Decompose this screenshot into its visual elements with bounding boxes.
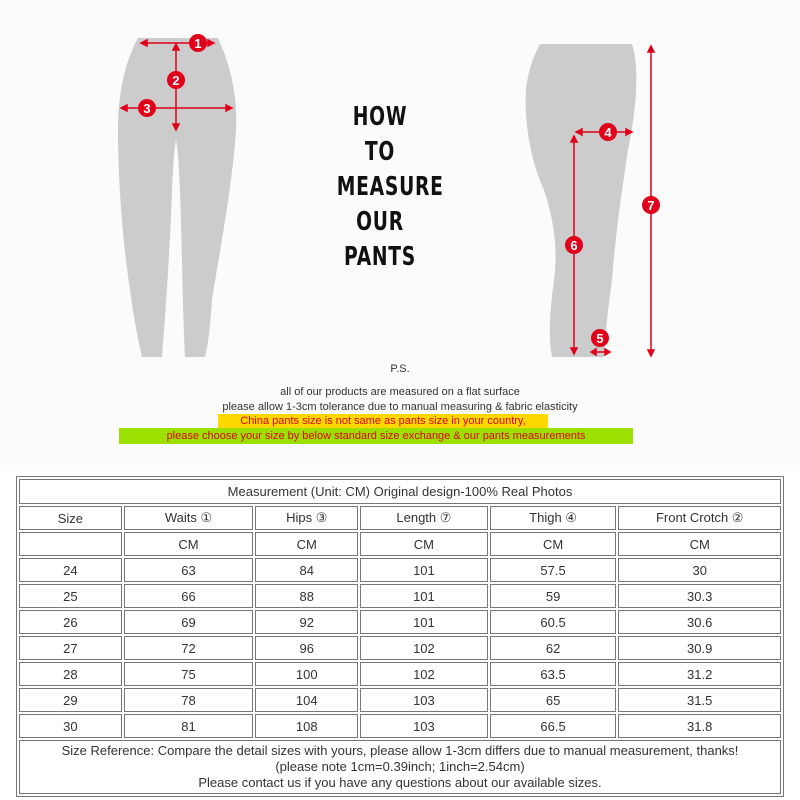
- table-cell: 29: [19, 688, 122, 712]
- table-cell: 25: [19, 584, 122, 608]
- table-cell: 100: [255, 662, 358, 686]
- unit-cell: [19, 532, 122, 556]
- table-title: Measurement (Unit: CM) Original design-100% Real Photos: [19, 479, 781, 504]
- table-cell: 84: [255, 558, 358, 582]
- table-cell: 30.9: [618, 636, 781, 660]
- table-cell: 30.6: [618, 610, 781, 634]
- svg-text:5: 5: [596, 331, 604, 346]
- marker-7: [642, 196, 660, 214]
- table-cell: 60.5: [490, 610, 617, 634]
- svg-text:2: 2: [172, 73, 180, 88]
- table-cell: 101: [360, 584, 488, 608]
- side-pants-silhouette: [526, 44, 637, 357]
- unit-cell: CM: [255, 532, 358, 556]
- table-cell: 88: [255, 584, 358, 608]
- svg-text:6: 6: [570, 238, 578, 253]
- table-cell: 66.5: [490, 714, 617, 738]
- footer-line: Please contact us if you have any questions about our available sizes.: [198, 775, 602, 790]
- unit-cell: CM: [618, 532, 781, 556]
- ps-note-line: all of our products are measured on a flat surface: [280, 386, 520, 398]
- marker-1: [189, 34, 207, 52]
- marker-3: [138, 99, 156, 117]
- table-cell: 108: [255, 714, 358, 738]
- how-to-measure-heading: [336, 100, 444, 275]
- footer-line: (please note 1cm=0.39inch; 1inch=2.54cm): [275, 759, 525, 774]
- size-warning-highlight: China pants size is not same as pants size in your country,: [218, 414, 548, 428]
- ps-title: P.S.: [390, 363, 410, 375]
- table-cell: 69: [124, 610, 254, 634]
- table-row: [19, 636, 781, 660]
- unit-cell: CM: [490, 532, 617, 556]
- svg-text:4: 4: [604, 125, 612, 140]
- header-hips: Hips ③: [255, 506, 358, 530]
- table-cell: 31.2: [618, 662, 781, 686]
- table-header-row: [19, 506, 781, 530]
- marker-6: [565, 236, 583, 254]
- header-length: Length ⑦: [360, 506, 488, 530]
- table-cell: 75: [124, 662, 254, 686]
- svg-text:3: 3: [143, 101, 151, 116]
- table-unit-row: [19, 532, 781, 556]
- header-thigh: Thigh ④: [490, 506, 617, 530]
- table-row: [19, 610, 781, 634]
- table-cell: 63.5: [490, 662, 617, 686]
- table-cell: 26: [19, 610, 122, 634]
- table-cell: 102: [360, 662, 488, 686]
- heading-line: MEASURE: [336, 172, 444, 202]
- table-cell: 92: [255, 610, 358, 634]
- marker-2: [167, 71, 185, 89]
- ps-note-line: please allow 1-3cm tolerance due to manual measuring & fabric elasticity: [222, 401, 578, 413]
- table-row: [19, 584, 781, 608]
- header-size: Size: [19, 506, 122, 530]
- table-footer-row: [19, 740, 781, 794]
- size-advice-highlight: please choose your size by below standard size exchange & our pants measurements: [119, 428, 633, 444]
- header-front-crotch: Front Crotch ②: [618, 506, 781, 530]
- table-cell: 103: [360, 714, 488, 738]
- heading-line: HOW: [352, 102, 408, 132]
- table-cell: 31.5: [618, 688, 781, 712]
- table-footer: [19, 740, 781, 794]
- marker-5: [591, 329, 609, 347]
- table-cell: 24: [19, 558, 122, 582]
- heading-line: PANTS: [343, 242, 416, 272]
- svg-text:1: 1: [194, 36, 202, 51]
- table-cell: 102: [360, 636, 488, 660]
- table-cell: 81: [124, 714, 254, 738]
- table-cell: 31.8: [618, 714, 781, 738]
- table-cell: 63: [124, 558, 254, 582]
- table-cell: 72: [124, 636, 254, 660]
- table-cell: 28: [19, 662, 122, 686]
- table-row: [19, 662, 781, 686]
- table-row: [19, 558, 781, 582]
- table-cell: 30.3: [618, 584, 781, 608]
- unit-cell: CM: [360, 532, 488, 556]
- table-cell: 101: [360, 610, 488, 634]
- table-row: [19, 688, 781, 712]
- size-table: [16, 476, 784, 797]
- unit-cell: CM: [124, 532, 254, 556]
- table-cell: 62: [490, 636, 617, 660]
- table-cell: 65: [490, 688, 617, 712]
- heading-line: TO: [364, 137, 396, 167]
- table-cell: 57.5: [490, 558, 617, 582]
- table-row: [19, 714, 781, 738]
- table-cell: 103: [360, 688, 488, 712]
- table-cell: 78: [124, 688, 254, 712]
- marker-4: [599, 123, 617, 141]
- size-chart: [16, 476, 784, 797]
- table-cell: 59: [490, 584, 617, 608]
- table-title-row: [19, 479, 781, 504]
- table-cell: 30: [19, 714, 122, 738]
- heading-line: OUR: [356, 207, 404, 237]
- table-cell: 30: [618, 558, 781, 582]
- table-cell: 101: [360, 558, 488, 582]
- svg-text:7: 7: [647, 198, 655, 213]
- table-cell: 66: [124, 584, 254, 608]
- table-cell: 104: [255, 688, 358, 712]
- footer-line: Size Reference: Compare the detail sizes with yours, please allow 1-3cm differs due to manual measurement, thanks!: [61, 743, 739, 758]
- table-cell: 27: [19, 636, 122, 660]
- header-waist: Waits ①: [124, 506, 254, 530]
- table-cell: 96: [255, 636, 358, 660]
